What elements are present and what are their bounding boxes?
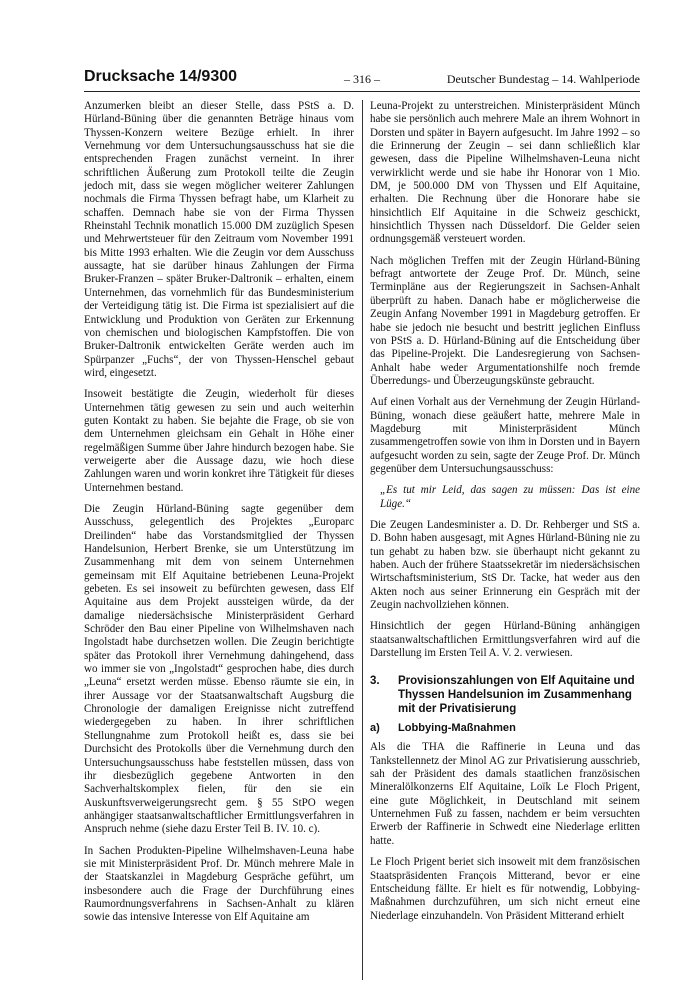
paragraph: Nach möglichen Treffen mit der Zeugin Hürland-Büning befragt antwortete der Zeuge Prof. Dr. Münch, seine Terminpläne aus der Regierungszeit in Sachsen-Anhalt überprüft zu haben. Danach habe er möglicherweise die Zeugin Anfang November 1991 in Magdeburg getroffen. Er habe sie jedoch nie besucht und bestritt jeglichen Einfluss von PStS a. D. Hürland-Büning auf die Entscheidung über das Pipeline-Projekt. Die Landesregierung von Sachsen-Anhalt habe weder Argumentationshilfe noch fremde Überredungs- und Überzeugungskünste gebraucht. [370, 254, 640, 387]
right-column [370, 100, 640, 931]
paragraph: Anzumerken bleibt an dieser Stelle, dass PStS a. D. Hürland-Büning über die genannten Beträge hinaus vom Thyssen-Konzern weitere Bezüge erhielt. In ihrer Vernehmung vor dem Untersuchungsausschuss hat sie die entsprechenden Fragen zunächst verneint. In ihrer schriftlichen Äußerung zum Protokoll teilte die Zeugin jedoch mit, dass sie wegen möglicher weiterer Zahlungen nochmals die Firma Thyssen befragt habe, um Klarheit zu schaffen. Demnach habe sie von der Firma Thyssen Rheinstahl Technik monatlich 15.000 DM zuzüglich Spesen und Mehrwertsteuer für den Zeitraum vom November 1991 bis Mitte 1993 erhalten. Wie die Zeugin vor dem Ausschuss aussagte, hat sie darüber hinaus Zahlungen der Firma Bruker-Franzen – später Bruker-Daltronik – erhalten, einem Unternehmen, das vornehmlich für das Bundesministerium der Verteidigung tätig ist. Die Firma ist spezialisiert auf die Entwicklung und Produktion von Geräten zur Erkennung von chemischen und biologischen Kampfstoffen. Die von Bruker-Daltronik entwickelten Geräte werden auch im Spürpanzer „Fuchs“, der von Thyssen-Henschel gebaut wird, eingesetzt. [84, 100, 354, 379]
subsection-title: Lobbying-Maßnahmen [398, 722, 516, 735]
subsection-number: a) [370, 722, 380, 735]
paragraph: In Sachen Produkten-Pipeline Wilhelmshaven-Leuna habe sie mit Ministerpräsident Prof. Dr. Münch mehrere Male in der Staatskanzlei in Magdeburg Gespräche geführt, um insbesondere auch die Frage der Durchführung eines Raumordnungsverfahrens in Sachsen-Anhalt zu klären sowie das intensive Interesse von Elf Aquitaine am [84, 844, 354, 924]
block-quote: „Es tut mir Leid, das sagen zu müssen: Das ist eine Lüge.“ [380, 484, 640, 510]
paragraph: Leuna-Projekt zu unterstreichen. Ministerpräsident Münch habe sie persönlich auch mehrere Male an ihrem Wohnort in Dorsten und später in Bayern aufgesucht. Im Jahre 1992 – so die Erinnerung der Zeugin – sei dann schließlich klar gewesen, dass die Pipeline Wilhelmshaven-Leuna nicht verwirklicht werde und sie habe ihr Honorar von 1 Mio. DM, je 500.000 DM von Thyssen und Elf Aquitaine, erhalten. Die Rechnung über die Honorare habe sie hinsichtlich Elf Aquitaine in die Schweiz geschickt, hinsichtlich Thyssen nach Düsseldorf. Die Gelder seien ordnungsgemäß versteuert worden. [370, 100, 640, 246]
section-title: Provisionszahlungen von Elf Aquitaine und Thyssen Handelsunion im Zusammenhang mit der Privatisierung [398, 675, 635, 716]
page-number: – 316 – [344, 72, 380, 86]
paragraph: Als die THA die Raffinerie in Leuna und das Tankstellennetz der Minol AG zur Privatisierung ausschrieb, sah der Präsident des damals staatlichen französischen Mineralölkonzerns Elf Aquitaine, Loïk Le Floch Prigent, eine gute Möglichkeit, in Deutschland mit seinem Unternehmen Fuß zu fassen, nachdem er beim versuchten Erwerb der Raffinerie in Schwedt eine Niederlage erlitten hatte. [370, 741, 640, 847]
paragraph: Die Zeugin Hürland-Büning sagte gegenüber dem Ausschuss, gelegentlich des Projektes „Europarc Dreilinden“ habe das Vorstandsmitglied der Thyssen Handelsunion, Herbert Brenke, sie um Unterstützung im Zusammenhang mit dem von seinem Unternehmen gemeinsam mit Elf Aquitaine betriebenen Leuna-Projekt gebeten. Es sei insoweit zu befürchten gewesen, dass Elf Aquitaine aus dem Projekt aussteigen würde, da der damalige niedersächsische Ministerpräsident Gerhard Schröder den Bau einer Pipeline von Wilhelmshaven nach Ingolstadt habe durchsetzen wollen. Die Zeugin berichtigte später das Protokoll ihrer Vernehmung dahingehend, dass wo immer sie von „Ingolstadt“ gesprochen habe, dies durch „Leuna“ ersetzt werden müsse. Ebenso räumte sie ein, in ihrer Aussage vor der Staatsanwaltschaft Augsburg die Chronologie der damaligen Ereignisse nicht zutreffend wiedergegeben zu haben. In ihrer schriftlichen Stellungnahme zum Protokoll heißt es, dass sie bei Durchsicht des Protokolls über die Vernehmung durch den Untersuchungsausschuss habe feststellen müssen, dass von ihr diesbezüglich gegebene Antworten in den Sachverhaltskomplex fielen, für den sie ein Auskunftsverweigerungsrecht gem. § 55 StPO wegen anhängiger staatsanwaltschaftlicher Ermittlungsverfahren in Anspruch nehme (siehe dazu Erster Teil B. IV. 10. c). [84, 502, 354, 836]
section-number: 3. [370, 675, 380, 688]
document-reference-number: 14/9300 [179, 68, 238, 85]
left-column [84, 100, 354, 933]
paragraph: Auf einen Vorhalt aus der Vernehmung der Zeugin Hürland-Büning, wonach diese geäußert hatte, mehrere Male in Magdeburg mit Ministerpräsident Münch zusammengetroffen sowie von ihm in Dorsten und in Bayern aufgesucht worden zu sein, sagte der Zeuge Prof. Dr. Münch gegenüber dem Untersuchungsausschuss: [370, 396, 640, 475]
page-header [84, 64, 640, 94]
section-heading [370, 674, 640, 716]
column-divider [362, 100, 363, 980]
document-reference-prefix: Drucksache [84, 68, 180, 85]
paragraph: Insoweit bestätigte die Zeugin, wiederholt für dieses Unternehmen tätig gewesen zu sein und auch weiterhin guten Kontakt zu haben. Sie bejahte die Frage, ob sie von dem Unternehmen gleichsam ein Gehalt in Höhe einer regelmäßigen Summe über Jahre hindurch bezogen habe. Sie verweigerte aber die Aussage dazu, wie hoch diese Zahlungen waren und worin konkret ihre Tätigkeit für dieses Unternehmen bestand. [84, 388, 354, 494]
parliament-period: Deutscher Bundestag – 14. Wahlperiode [446, 72, 640, 86]
header-rule [84, 91, 640, 92]
subsection-heading [370, 722, 640, 735]
paragraph: Hinsichtlich der gegen Hürland-Büning anhängigen staatsanwaltschaftlichen Ermittlungsverfahren wird auf die Darstellung im Ersten Teil A. V. 2. verwiesen. [370, 620, 640, 660]
paragraph: Die Zeugen Landesminister a. D. Dr. Rehberger und StS a. D. Bohn haben ausgesagt, mit Agnes Hürland-Büning nie zu tun gehabt zu haben bzw. sie überhaupt nicht gekannt zu haben. Auch der frühere Staatssekretär im niedersächsischen Wirtschaftsministerium, StS Dr. Tacke, hat weder aus den Akten noch aus seiner Erinnerung ein Gespräch mit der Zeugin nachvollziehen können. [370, 518, 640, 612]
paragraph: Le Floch Prigent beriet sich insoweit mit dem französischen Staatspräsidenten François Mitterand, bevor er eine Entscheidung fällte. Er hielt es für notwendig, Lobbying-Maßnahmen durchzuführen, um sich nicht erneut eine Niederlage einzuhandeln. Von Präsident Mitterand erhielt [370, 856, 640, 922]
